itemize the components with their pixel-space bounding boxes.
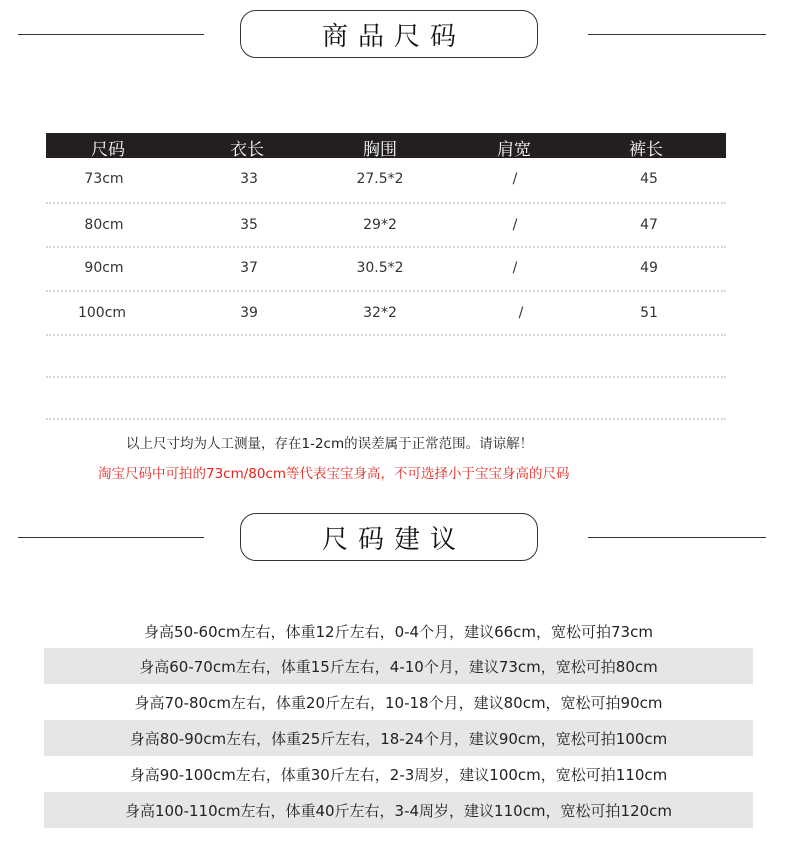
recommendation-item: 身高100-110cm左右，体重40斤左右，3-4周岁，建议110cm，宽松可拍120cm [44,792,753,828]
divider-right [588,34,766,35]
size-recommendations [44,614,753,828]
section-title: 尺码建议 [240,513,538,561]
cell-size: 73cm [84,171,124,187]
recommendation-item: 身高90-100cm左右，体重30斤左右，2-3周岁，建议100cm，宽松可拍110cm [129,765,668,784]
cell-length: 35 [240,217,258,233]
taobao-size-note: 淘宝尺码中可拍的73cm/80cm等代表宝宝身高，不可选择小于宝宝身高的尺码 [98,466,570,482]
cell-shoulder: / [512,217,518,233]
table-row [46,248,726,292]
cell-shoulder: / [518,305,524,321]
col-header-shoulder: 肩宽 [497,140,531,160]
table-header [46,133,726,158]
col-header-chest: 胸围 [363,140,397,160]
product-size-header [0,0,800,60]
cell-size: 90cm [84,260,124,276]
col-header-length: 衣长 [230,140,264,160]
cell-chest: 27.5*2 [356,171,404,187]
cell-length: 33 [240,171,258,187]
size-advice-header [0,503,800,563]
table-row-empty [46,378,726,420]
table-row [46,292,726,336]
cell-chest: 30.5*2 [356,260,404,276]
divider-right [588,537,766,538]
size-table [46,133,726,420]
cell-length: 39 [240,305,258,321]
cell-pants: 45 [640,171,658,187]
recommendation-item: 身高60-70cm左右，体重15斤左右，4-10个月，建议73cm，宽松可拍80cm [44,648,753,684]
col-header-size: 尺码 [91,140,125,160]
recommendation-item: 身高70-80cm左右，体重20斤左右，10-18个月，建议80cm，宽松可拍90cm [134,693,663,712]
divider-left [18,34,204,35]
recommendation-item: 身高80-90cm左右，体重25斤左右，18-24个月，建议90cm，宽松可拍100cm [44,720,753,756]
cell-pants: 51 [640,305,658,321]
cell-size: 80cm [84,217,124,233]
section-title: 商品尺码 [240,10,538,58]
cell-shoulder: / [512,171,518,187]
col-header-pants: 裤长 [629,140,663,160]
cell-pants: 47 [640,217,658,233]
cell-size: 100cm [77,305,127,321]
cell-length: 37 [240,260,258,276]
cell-chest: 32*2 [363,305,397,321]
cell-pants: 49 [640,260,658,276]
recommendation-item: 身高50-60cm左右，体重12斤左右，0-4个月，建议66cm，宽松可拍73cm [144,622,653,641]
divider-left [18,537,204,538]
cell-chest: 29*2 [363,217,397,233]
table-row [46,204,726,248]
measurement-note: 以上尺寸均为人工测量，存在1-2cm的误差属于正常范围。请谅解！ [126,436,534,452]
table-row-empty [46,336,726,378]
cell-shoulder: / [512,260,518,276]
table-row [46,158,726,204]
